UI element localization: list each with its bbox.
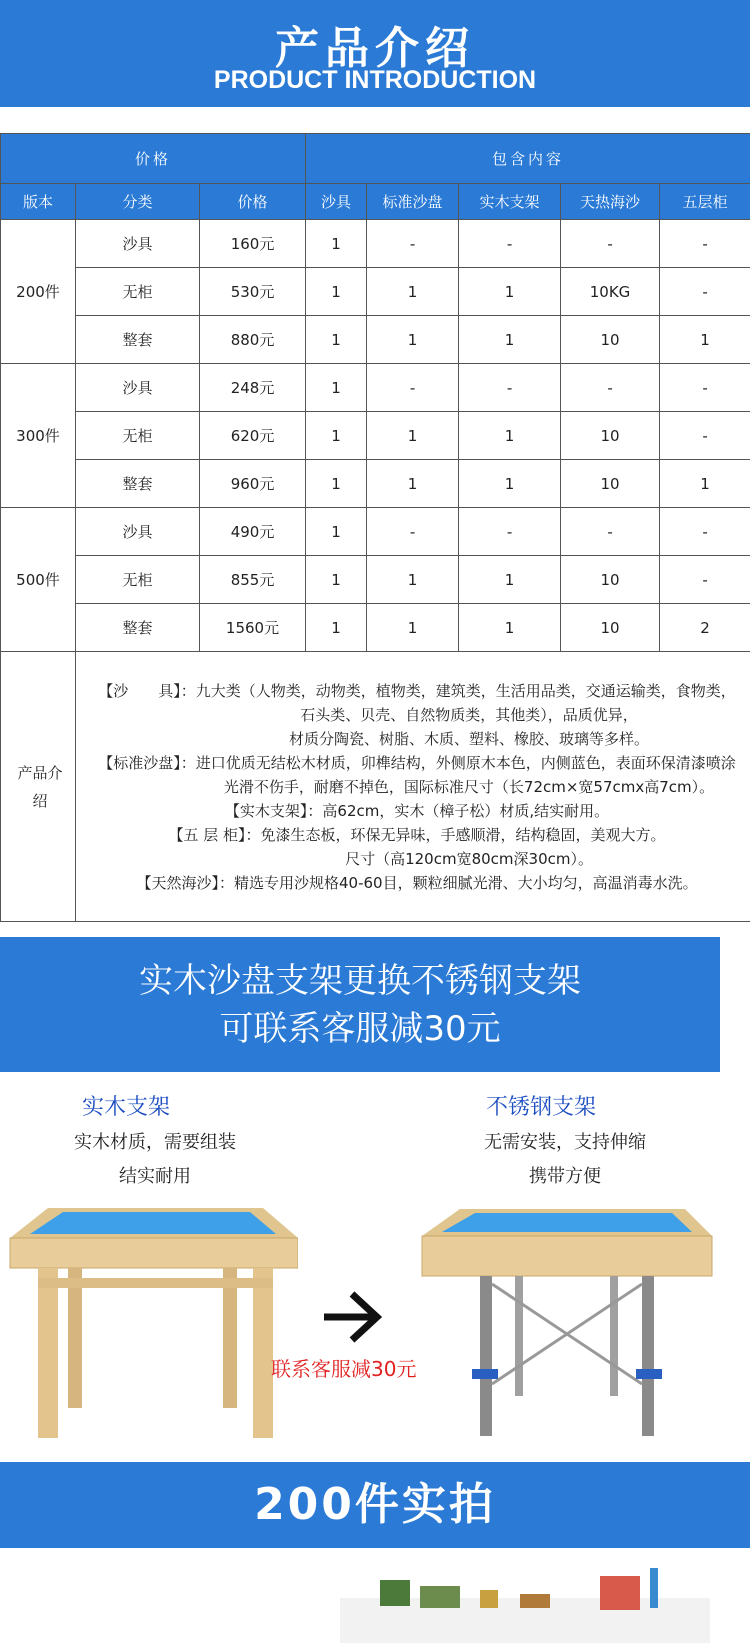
desc-line: 携带方便 [529, 1166, 601, 1187]
category-cell: 无柜 [76, 268, 200, 316]
table-row [1, 220, 750, 268]
qty-cell: - [660, 556, 750, 604]
qty-cell: 1 [306, 460, 367, 508]
qty-cell: 1 [660, 316, 750, 364]
category-cell: 沙具 [76, 364, 200, 412]
intro-line: 材质分陶瓷、树脂、木质、塑料、橡胶、玻璃等多样。 [289, 729, 650, 748]
qty-cell: 2 [660, 604, 750, 652]
qty-cell: - [561, 220, 660, 268]
version-cell: 200件 [1, 220, 76, 364]
price-cell: 620元 [200, 412, 306, 460]
price-cell: 1560元 [200, 604, 306, 652]
price-cell: 880元 [200, 316, 306, 364]
desc-line: 实木材质，需要组装 [74, 1132, 236, 1153]
desc-line: 无需安装，支持伸缩 [484, 1132, 646, 1153]
col-header-cabinet: 五层柜 [660, 184, 750, 220]
qty-cell: 1 [367, 412, 459, 460]
table-row [1, 508, 750, 556]
version-cell: 300件 [1, 364, 76, 508]
intro-line: 光滑不伤手，耐磨不掉色，国际标准尺寸（长72cm×宽57cmx高7cm）。 [223, 777, 715, 796]
intro-label [1, 652, 76, 922]
price-cell: 855元 [200, 556, 306, 604]
qty-cell: - [561, 364, 660, 412]
category-cell: 整套 [76, 460, 200, 508]
banner-subtitle: PRODUCT INTRODUCTION [213, 66, 537, 94]
table-row [1, 268, 750, 316]
contents-group-header: 包含内容 [306, 134, 750, 184]
category-cell: 无柜 [76, 556, 200, 604]
qty-cell: 1 [459, 556, 561, 604]
qty-cell: 10KG [561, 268, 660, 316]
intro-line: 【天然海沙】：精选专用沙规格40-60目，颗粒细腻光滑、大小均匀，高温消毒水洗。 [136, 873, 698, 892]
qty-cell: 1 [306, 364, 367, 412]
intro-label-text: 产品介绍 [17, 763, 63, 810]
category-cell: 沙具 [76, 220, 200, 268]
intro-line: 【五 层 柜】：免漆生态板，环保无异味，手感顺滑，结构稳固，美观大方。 [168, 825, 666, 844]
qty-cell: 10 [561, 556, 660, 604]
qty-cell: 1 [367, 316, 459, 364]
photo-strip [0, 1548, 750, 1643]
qty-cell: - [459, 508, 561, 556]
table-row [1, 364, 750, 412]
col-header-version: 版本 [1, 184, 76, 220]
price-cell: 490元 [200, 508, 306, 556]
qty-cell: 1 [306, 508, 367, 556]
stand-upgrade-banner [0, 937, 720, 1072]
qty-cell: - [660, 268, 750, 316]
price-cell: 160元 [200, 220, 306, 268]
qty-cell: - [459, 364, 561, 412]
wood-stand-image [8, 1198, 298, 1443]
col-header-sandtray: 标准沙盘 [367, 184, 459, 220]
qty-cell: 1 [459, 316, 561, 364]
intro-line: 石头类、贝壳、自然物质类，其他类），品质优异， [300, 705, 638, 724]
col-header-sea-sand: 天热海沙 [561, 184, 660, 220]
price-table [0, 133, 750, 922]
qty-cell: 1 [306, 412, 367, 460]
qty-cell: 10 [561, 604, 660, 652]
price-cell: 530元 [200, 268, 306, 316]
qty-cell: 1 [459, 268, 561, 316]
banner-line: 实木沙盘支架更换不锈钢支架 [139, 961, 581, 1001]
category-cell: 整套 [76, 604, 200, 652]
qty-cell: 1 [306, 268, 367, 316]
col-header-price: 价格 [200, 184, 306, 220]
wood-stand-title: 实木支架 [82, 1095, 171, 1120]
price-cell: 960元 [200, 460, 306, 508]
price-cell: 248元 [200, 364, 306, 412]
steel-stand-desc [440, 1126, 690, 1194]
price-group-header: 价格 [1, 134, 306, 184]
qty-cell: 1 [459, 460, 561, 508]
table-row [1, 604, 750, 652]
qty-cell: - [660, 412, 750, 460]
wood-stand-desc [30, 1126, 280, 1194]
table-row [1, 460, 750, 508]
qty-cell: 10 [561, 412, 660, 460]
qty-cell: - [367, 508, 459, 556]
col-header-wood-stand: 实木支架 [459, 184, 561, 220]
qty-cell: - [367, 220, 459, 268]
steel-stand-image [420, 1204, 715, 1444]
photo-banner: 200件实拍 [0, 1462, 750, 1548]
qty-cell: 10 [561, 316, 660, 364]
qty-cell: 1 [367, 556, 459, 604]
intro-line: 【实木支架】：高62cm，实木（樟子松）材质,结实耐用。 [224, 801, 610, 820]
category-cell: 整套 [76, 316, 200, 364]
qty-cell: - [660, 508, 750, 556]
intro-line: 【标准沙盘】：进口优质无结松木材质，卯榫结构，外侧原木本色，内侧蓝色，表面环保清漆喷涂 [98, 753, 736, 772]
banner-line: 可联系客服减30元 [219, 1009, 501, 1049]
qty-cell: 1 [459, 412, 561, 460]
qty-cell: 1 [660, 460, 750, 508]
category-cell: 无柜 [76, 412, 200, 460]
promo-text: 联系客服减30元 [271, 1357, 417, 1381]
intro-line: 尺寸（高120cm宽80cm深30cm）。 [345, 849, 593, 868]
table-row [1, 316, 750, 364]
col-header-figures: 沙具 [306, 184, 367, 220]
version-cell: 500件 [1, 508, 76, 652]
qty-cell: 1 [306, 220, 367, 268]
steel-stand-title: 不锈钢支架 [486, 1095, 597, 1120]
category-cell: 沙具 [76, 508, 200, 556]
qty-cell: 1 [367, 268, 459, 316]
col-header-category: 分类 [76, 184, 200, 220]
qty-cell: - [367, 364, 459, 412]
desc-line: 结实耐用 [119, 1166, 191, 1187]
qty-cell: - [660, 364, 750, 412]
qty-cell: 1 [367, 460, 459, 508]
qty-cell: 1 [306, 604, 367, 652]
intro-banner [0, 0, 750, 107]
intro-body [76, 652, 750, 922]
arrow-right-icon [322, 1290, 382, 1344]
qty-cell: - [459, 220, 561, 268]
shelf-photo [340, 1568, 710, 1643]
qty-cell: 1 [459, 604, 561, 652]
intro-line: 【沙 具】：九大类（人物类，动物类，植物类，建筑类，生活用品类，交通运输类，食物类， [98, 681, 736, 700]
qty-cell: 1 [367, 604, 459, 652]
qty-cell: - [561, 508, 660, 556]
qty-cell: 10 [561, 460, 660, 508]
qty-cell: - [660, 220, 750, 268]
banner-title: 产品介绍 [275, 23, 475, 74]
qty-cell: 1 [306, 316, 367, 364]
table-row [1, 412, 750, 460]
qty-cell: 1 [306, 556, 367, 604]
table-row [1, 556, 750, 604]
